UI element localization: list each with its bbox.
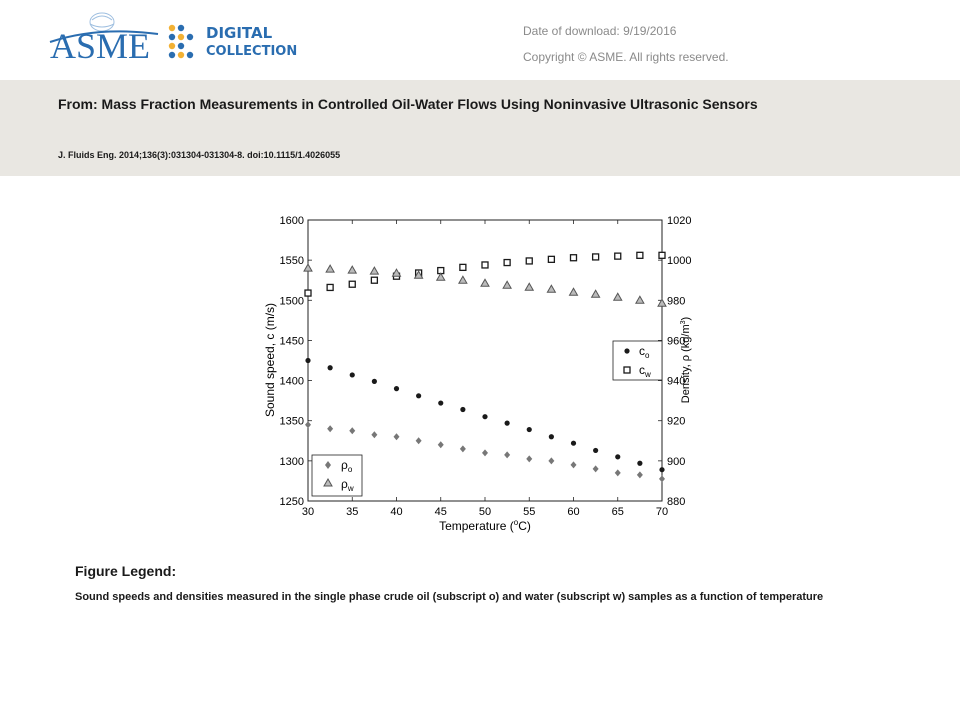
point-cw bbox=[504, 260, 510, 266]
y2-tick-label: 900 bbox=[667, 455, 686, 468]
point-cw bbox=[460, 264, 466, 270]
x-tick-label: 65 bbox=[611, 506, 624, 518]
legend-rho bbox=[312, 455, 362, 496]
point-co bbox=[549, 434, 554, 439]
header bbox=[0, 0, 960, 80]
x-tick-label: 50 bbox=[478, 506, 492, 518]
y-tick-label: 1300 bbox=[279, 455, 304, 468]
point-cw bbox=[615, 253, 621, 259]
point-co bbox=[527, 427, 532, 432]
legend-marker-co bbox=[624, 348, 629, 353]
y2-axis-label: Density, ρ $(kg/m^3)$ bbox=[680, 316, 692, 404]
point-co bbox=[438, 400, 443, 405]
legend-label-cw: $c_w$ bbox=[639, 363, 651, 379]
y-tick-label: 1500 bbox=[279, 295, 304, 308]
article-title: From: Mass Fraction Measurements in Controlled Oil-Water Flows Using Noninvasive Ultrasonic Sensors bbox=[58, 96, 758, 112]
y2-tick-label: 940 bbox=[667, 375, 686, 388]
point-cw bbox=[526, 258, 532, 264]
y2-tick-label: 980 bbox=[667, 295, 686, 308]
point-cw bbox=[371, 277, 377, 283]
point-co bbox=[416, 393, 421, 398]
point-co bbox=[305, 358, 310, 363]
point-co bbox=[460, 407, 465, 412]
dots-icon bbox=[169, 25, 193, 58]
x-tick-label: 45 bbox=[434, 506, 447, 518]
point-co bbox=[615, 454, 620, 459]
logo-text: ASME bbox=[50, 26, 151, 66]
point-co bbox=[394, 386, 399, 391]
scatter-chart bbox=[255, 205, 705, 540]
point-co bbox=[482, 414, 487, 419]
point-co bbox=[328, 365, 333, 370]
copyright: Copyright © ASME. All rights reserved. bbox=[523, 50, 729, 64]
legend-label-rhoo: $\rho_o$ bbox=[341, 458, 353, 474]
point-co bbox=[372, 379, 377, 384]
point-cw bbox=[637, 252, 643, 258]
legend-c bbox=[613, 341, 662, 380]
x-axis-label: Temperature ($^o$C) bbox=[439, 518, 531, 533]
asme-logo bbox=[48, 10, 338, 70]
download-info bbox=[523, 18, 729, 70]
point-cw bbox=[305, 290, 311, 296]
y-tick-label: 1450 bbox=[279, 335, 304, 348]
figure-legend-heading: Figure Legend: bbox=[75, 563, 177, 579]
point-cw bbox=[571, 255, 577, 261]
legend-marker-cw bbox=[624, 367, 630, 373]
x-tick-label: 30 bbox=[301, 506, 315, 518]
point-co bbox=[637, 461, 642, 466]
article-band bbox=[0, 80, 960, 176]
x-tick-label: 70 bbox=[655, 506, 669, 518]
y2-tick-label: 880 bbox=[667, 496, 686, 508]
y-tick-label: 1600 bbox=[279, 215, 304, 227]
y2-tick-label: 920 bbox=[667, 415, 686, 428]
point-cw bbox=[548, 256, 554, 262]
y-tick-label: 1350 bbox=[279, 415, 304, 428]
x-tick-label: 60 bbox=[567, 506, 580, 518]
y2-tick-label: 1020 bbox=[667, 215, 692, 227]
y-tick-label: 1400 bbox=[279, 375, 304, 388]
x-tick-label: 55 bbox=[523, 506, 536, 518]
point-cw bbox=[659, 252, 665, 258]
y-tick-label: 1550 bbox=[279, 255, 304, 268]
point-co bbox=[505, 421, 510, 426]
point-cw bbox=[349, 281, 355, 287]
point-co bbox=[593, 448, 598, 453]
point-co bbox=[659, 467, 664, 472]
y2-tick-label: 960 bbox=[667, 335, 686, 348]
y-tick-label: 1250 bbox=[279, 496, 304, 508]
download-date: Date of download: 9/19/2016 bbox=[523, 24, 677, 38]
y-axis-label: Sound speed, c (m/s) bbox=[263, 302, 277, 418]
logo-sub-digital: DIGITAL bbox=[206, 24, 273, 42]
point-co bbox=[571, 441, 576, 446]
logo-sub-collection: COLLECTION bbox=[206, 44, 298, 59]
legend-label-co: $c_o$ bbox=[639, 344, 650, 360]
legend-label-rhow: $\rho_w$ bbox=[341, 477, 354, 493]
point-co bbox=[350, 372, 355, 377]
point-cw bbox=[327, 284, 333, 290]
x-tick-label: 35 bbox=[346, 506, 359, 518]
figure-legend-text: Sound speeds and densities measured in the single phase crude oil (subscript o) and water (subscript w) samples as a function of temperature bbox=[75, 591, 824, 603]
x-tick-label: 40 bbox=[390, 506, 403, 518]
y2-tick-label: 1000 bbox=[667, 255, 692, 268]
point-cw bbox=[482, 262, 488, 268]
point-cw bbox=[593, 254, 599, 260]
article-citation: J. Fluids Eng. 2014;136(3):031304-031304-8. doi:10.1115/1.4026055 bbox=[58, 150, 341, 160]
